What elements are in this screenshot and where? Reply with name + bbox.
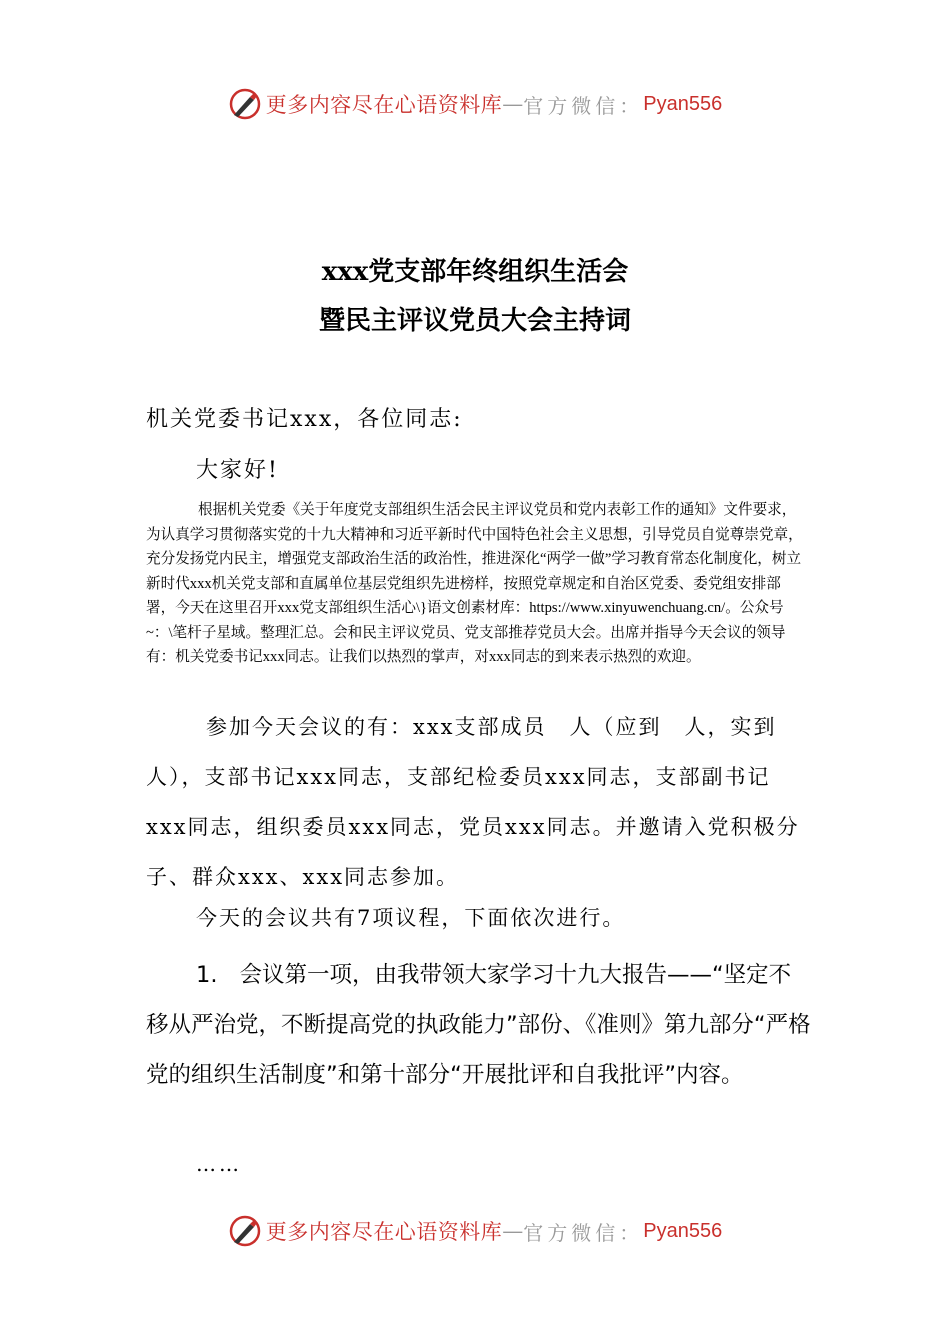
pen-logo-icon (228, 1214, 262, 1248)
ellipsis: …… (196, 1152, 242, 1176)
agenda-item-number: 1. (196, 962, 218, 988)
document-title-line1: xxx党支部年终组织生活会 (321, 257, 629, 287)
salutation: 机关党委书记xxx，各位同志: (146, 407, 463, 432)
intro-paragraph: 根据机关党委《关于年度党支部组织生活会民主评议党员和党内表彰工作的通知》文件要求，为认真学习贯彻落实党的十九大精神和习近平新时代中国特色社会主义思想，引导党员自觉尊崇党章，充分发扬党内民主，增强党支部政治生活的政治性，推进深化“两学一做”学习教育常态化制度化，树立新时代xxx机关党支部和直属单位基层党组织先进榜样，按照党章规定和自治区党委、委党组安排部署，今天在这里召开xxx党支部组织生活心\}语文创素材库：https://www.xinyuwenchuang.cn/。公众号~：\笔杆子星域。整理汇总。会和民主评议党员、党支部推荐党员大会。出席并指导今天会议的领导有：机关党委书记xxx同志。让我们以热烈的掌声，对xxx同志的到来表示热烈的欢迎。 (146, 502, 803, 665)
banner-wechat-label: 官方微信： (523, 93, 644, 118)
banner-text: 更多内容尽在心语资料库 (265, 1220, 503, 1244)
banner-wechat-label: 官方微信： (523, 1220, 644, 1245)
document-title-line2: 暨民主评议党员大会主持词 (318, 306, 631, 336)
banner-dash: — (502, 92, 524, 116)
attendance-paragraph: 参加今天会议的有：xxx支部成员 人（应到 人，实到 人），支部书记xxx同志，支部纪检委员xxx同志，支部副书记xxx同志，组织委员xxx同志，党员xxx同志。并邀请入党积极分子、群众xxx、xxx同志参加。 (146, 715, 800, 889)
agenda-intro: 今天的会议共有7项议程，下面依次进行。 (196, 906, 626, 930)
banner-wechat-id: Pyan556 (643, 92, 723, 115)
header-watermark (0, 84, 950, 124)
banner-dash: — (502, 1219, 524, 1243)
footer-watermark (0, 1211, 950, 1251)
greeting: 大家好! (196, 458, 279, 483)
banner-text: 更多内容尽在心语资料库 (265, 93, 503, 117)
banner-wechat-id: Pyan556 (643, 1219, 723, 1242)
pen-logo-icon (228, 87, 262, 121)
agenda-item-text: 会议第一项，由我带领大家学习十九大报告——“坚定不移从严治党，不断提高党的执政能力”部份、《准则》第九部分“严格党的组织生活制度”和第十部分“开展批评和自我批评”内容。 (146, 962, 811, 1088)
agenda-item-1 (146, 950, 811, 1100)
